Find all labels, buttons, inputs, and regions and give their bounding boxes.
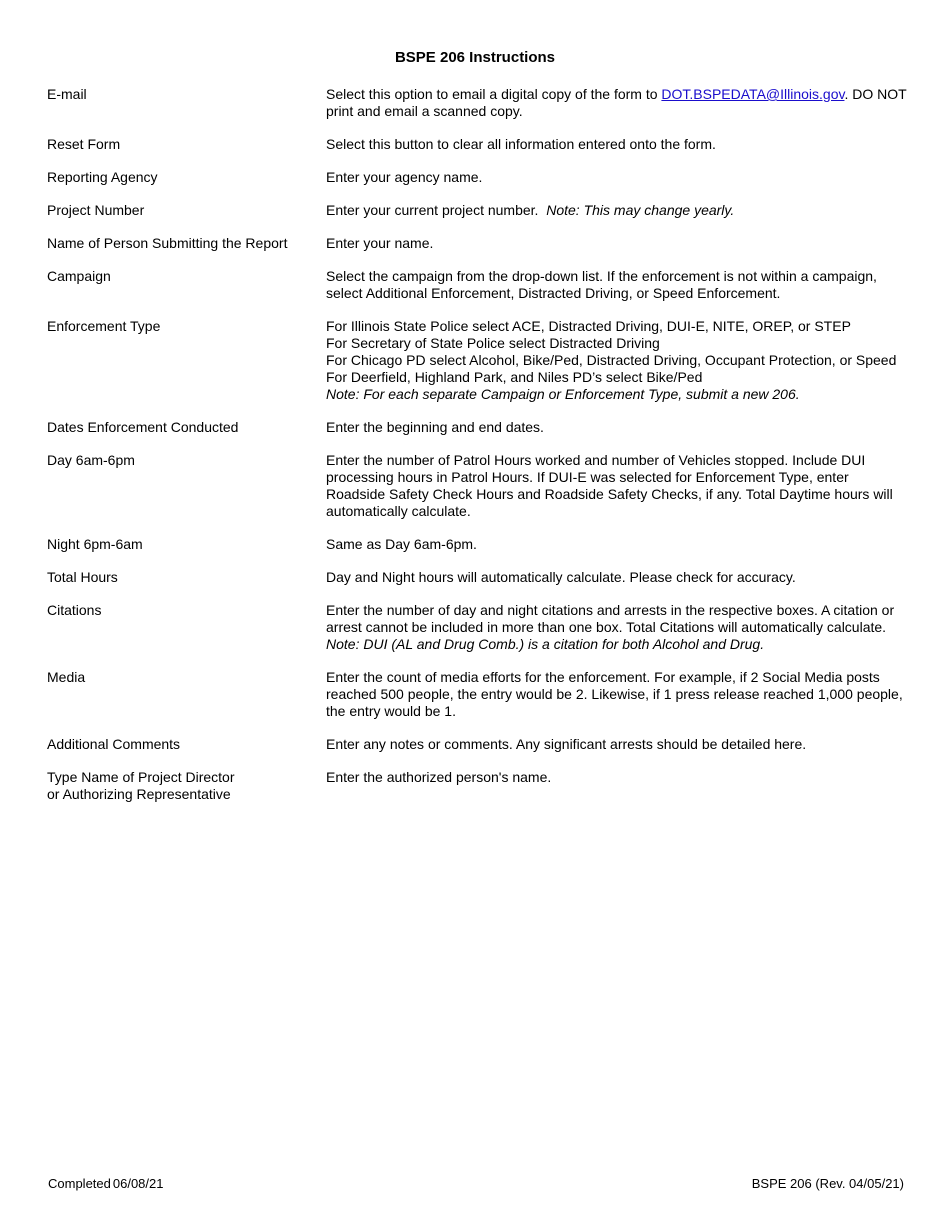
- instruction-row-additional-comments: [47, 736, 907, 753]
- row-description: Select this button to clear all information entered onto the form.: [326, 136, 716, 152]
- instruction-row-project-number: [47, 202, 907, 219]
- description-line: For Deerfield, Highland Park, and Niles PD’s select Bike/Ped: [326, 369, 703, 385]
- row-label: Day 6am-6pm: [47, 452, 135, 468]
- completed-label: Completed: [48, 1176, 111, 1191]
- row-label: Enforcement Type: [47, 318, 161, 334]
- description-line: For Illinois State Police select ACE, Distracted Driving, DUI-E, NITE, OREP, or STEP: [326, 318, 851, 334]
- description-text: Enter the number of day and night citations and arrests in the respective boxes. A citation or arrest cannot be included in more than one box. Total Citations will automatically calculate.: [326, 602, 895, 635]
- instruction-row-person-name: [47, 235, 907, 252]
- completed-date: [48, 1176, 163, 1192]
- instruction-row-media: [47, 669, 907, 720]
- instruction-row-project-director: [47, 769, 907, 803]
- row-description: Same as Day 6am-6pm.: [326, 536, 477, 552]
- note-text: Note: This may change yearly.: [546, 202, 735, 218]
- row-label: E-mail: [47, 86, 87, 102]
- row-label: Additional Comments: [47, 736, 181, 752]
- instruction-row-dates: [47, 419, 907, 436]
- row-description: Enter any notes or comments. Any significant arrests should be detailed here.: [326, 736, 807, 752]
- description-text: Select this option to email a digital copy of the form to: [326, 86, 662, 102]
- row-description: [326, 318, 907, 403]
- page-title: BSPE 206 Instructions: [394, 49, 556, 66]
- note-text: Note: DUI (AL and Drug Comb.) is a citation for both Alcohol and Drug.: [326, 636, 765, 652]
- completed-date-value: 06/08/21: [112, 1176, 164, 1191]
- instruction-row-email: [47, 86, 907, 120]
- instruction-row-reset-form: [47, 136, 907, 153]
- row-description: Enter the count of media efforts for the enforcement. For example, if 2 Social Media posts reached 500 people, the entry would be 2. Likewise, if 1 press release reached 1,000 people, the entry would be 1.: [326, 669, 903, 719]
- description-line: For Chicago PD select Alcohol, Bike/Ped, Distracted Driving, Occupant Protection, or Speed: [326, 352, 897, 368]
- instruction-row-enforcement-type: [47, 318, 907, 403]
- instruction-row-total-hours: [47, 569, 907, 586]
- label-line: or Authorizing Representative: [47, 786, 231, 802]
- instruction-row-day: [47, 452, 907, 520]
- row-label: Citations: [47, 602, 102, 618]
- row-description: Enter the beginning and end dates.: [326, 419, 544, 435]
- form-revision-id: BSPE 206 (Rev. 04/05/21): [751, 1176, 904, 1191]
- row-description: Select the campaign from the drop-down list. If the enforcement is not within a campaign, select Additional Enforcement, Distracted Driving, or Speed Enforcement.: [326, 268, 877, 301]
- note-text: Note: For each separate Campaign or Enforcement Type, submit a new 206.: [326, 386, 800, 402]
- row-label: Total Hours: [47, 569, 118, 585]
- row-label: Media: [47, 669, 86, 685]
- row-description: [326, 86, 907, 120]
- row-label: Campaign: [47, 268, 111, 284]
- row-label: Project Number: [47, 202, 145, 218]
- instruction-row-citations: [47, 602, 907, 653]
- description-text: Enter your current project number.: [326, 202, 547, 218]
- row-description: Enter your agency name.: [326, 169, 483, 185]
- description-text: . DO NOT print and email a scanned copy.: [326, 86, 907, 119]
- row-description: Day and Night hours will automatically calculate. Please check for accuracy.: [326, 569, 796, 585]
- row-label: [47, 769, 326, 803]
- instruction-row-night: [47, 536, 907, 553]
- row-description: Enter your name.: [326, 235, 434, 251]
- row-label: Dates Enforcement Conducted: [47, 419, 239, 435]
- instructions-list: [47, 86, 907, 803]
- row-label: Reporting Agency: [47, 169, 158, 185]
- instruction-row-reporting-agency: [47, 169, 907, 186]
- row-description: [326, 602, 907, 653]
- description-line: For Secretary of State Police select Distracted Driving: [326, 335, 660, 351]
- row-description: Enter the number of Patrol Hours worked and number of Vehicles stopped. Include DUI processing hours in Patrol Hours. If DUI-E was selected for Enforcement Type, enter Roadside Safety Check Hours and Roadside Safety Checks, if any. Total Daytime hours will automatically calculate.: [326, 452, 893, 519]
- row-description: Enter the authorized person's name.: [326, 769, 552, 785]
- row-label: Name of Person Submitting the Report: [47, 235, 288, 251]
- row-label: Reset Form: [47, 136, 121, 152]
- email-link[interactable]: DOT.BSPEDATA@Illinois.gov: [661, 86, 845, 102]
- instruction-row-campaign: [47, 268, 907, 302]
- label-line: Type Name of Project Director: [47, 769, 235, 785]
- row-description: [326, 202, 907, 219]
- row-label: Night 6pm-6am: [47, 536, 143, 552]
